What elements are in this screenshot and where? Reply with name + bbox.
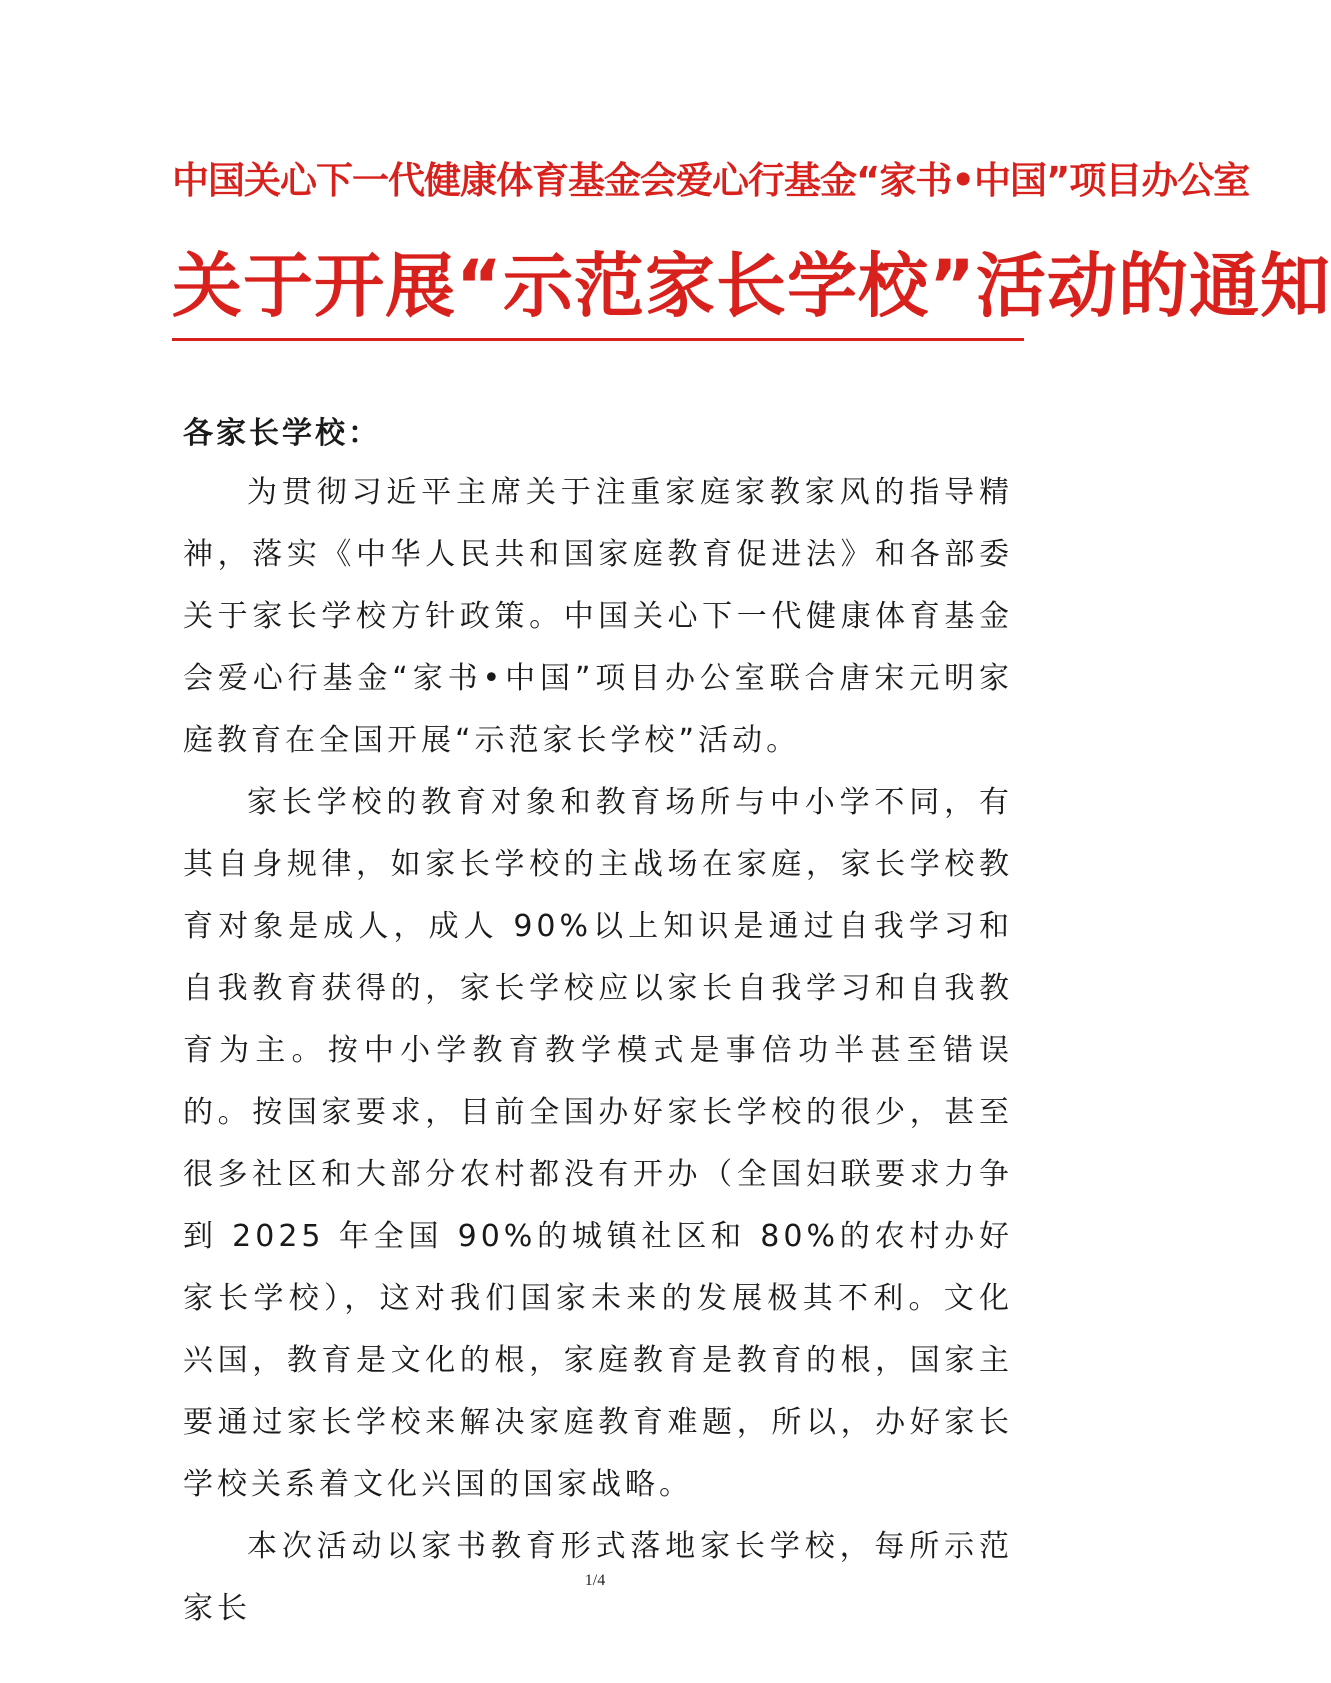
paragraph-2: 家长学校的教育对象和教育场所与中小学不同，有其自身规律，如家长学校的主战场在家庭，家长学校教育对象是成人，成人 90%以上知识是通过自我学习和自我教育获得的，家长学校应以家长自我学习和自我教育为主。按中小学教育教学模式是事倍功半甚至错误的。按国家要求，目前全国办好家长学校的很少，甚至很多社区和大部分农村都没有开办（全国妇联要求力争到 2025 年全国 90%的城镇社区和 80%的农村办好家长学校），这对我们国家未来的发展极其不利。文化兴国，教育是文化的根，家庭教育是教育的根，国家主要通过家长学校来解决家庭教育难题，所以，办好家长学校关系着文化兴国的国家战略。	[183, 785, 1013, 1502]
paragraph-1: 为贯彻习近平主席关于注重家庭家教家风的指导精神，落实《中华人民共和国家庭教育促进法》和各部委关于家长学校方针政策。中国关心下一代健康体育基金会爱心行基金“家书•中国”项目办公室联合唐宋元明家庭教育在全国开展“示范家长学校”活动。	[183, 475, 1013, 758]
notice-title: 关于开展“示范家长学校”活动的通知	[172, 245, 1331, 327]
red-header-divider	[172, 338, 1024, 341]
salutation: 各家长学校：	[183, 416, 381, 451]
page-number: 1/4	[584, 1572, 606, 1589]
issuing-organization: 中国关心下一代健康体育基金会爱心行基金“家书•中国”项目办公室	[172, 159, 1250, 202]
paragraph-3: 本次活动以家书教育形式落地家长学校，每所示范家长	[183, 1529, 1013, 1626]
notice-body	[183, 462, 1013, 1640]
